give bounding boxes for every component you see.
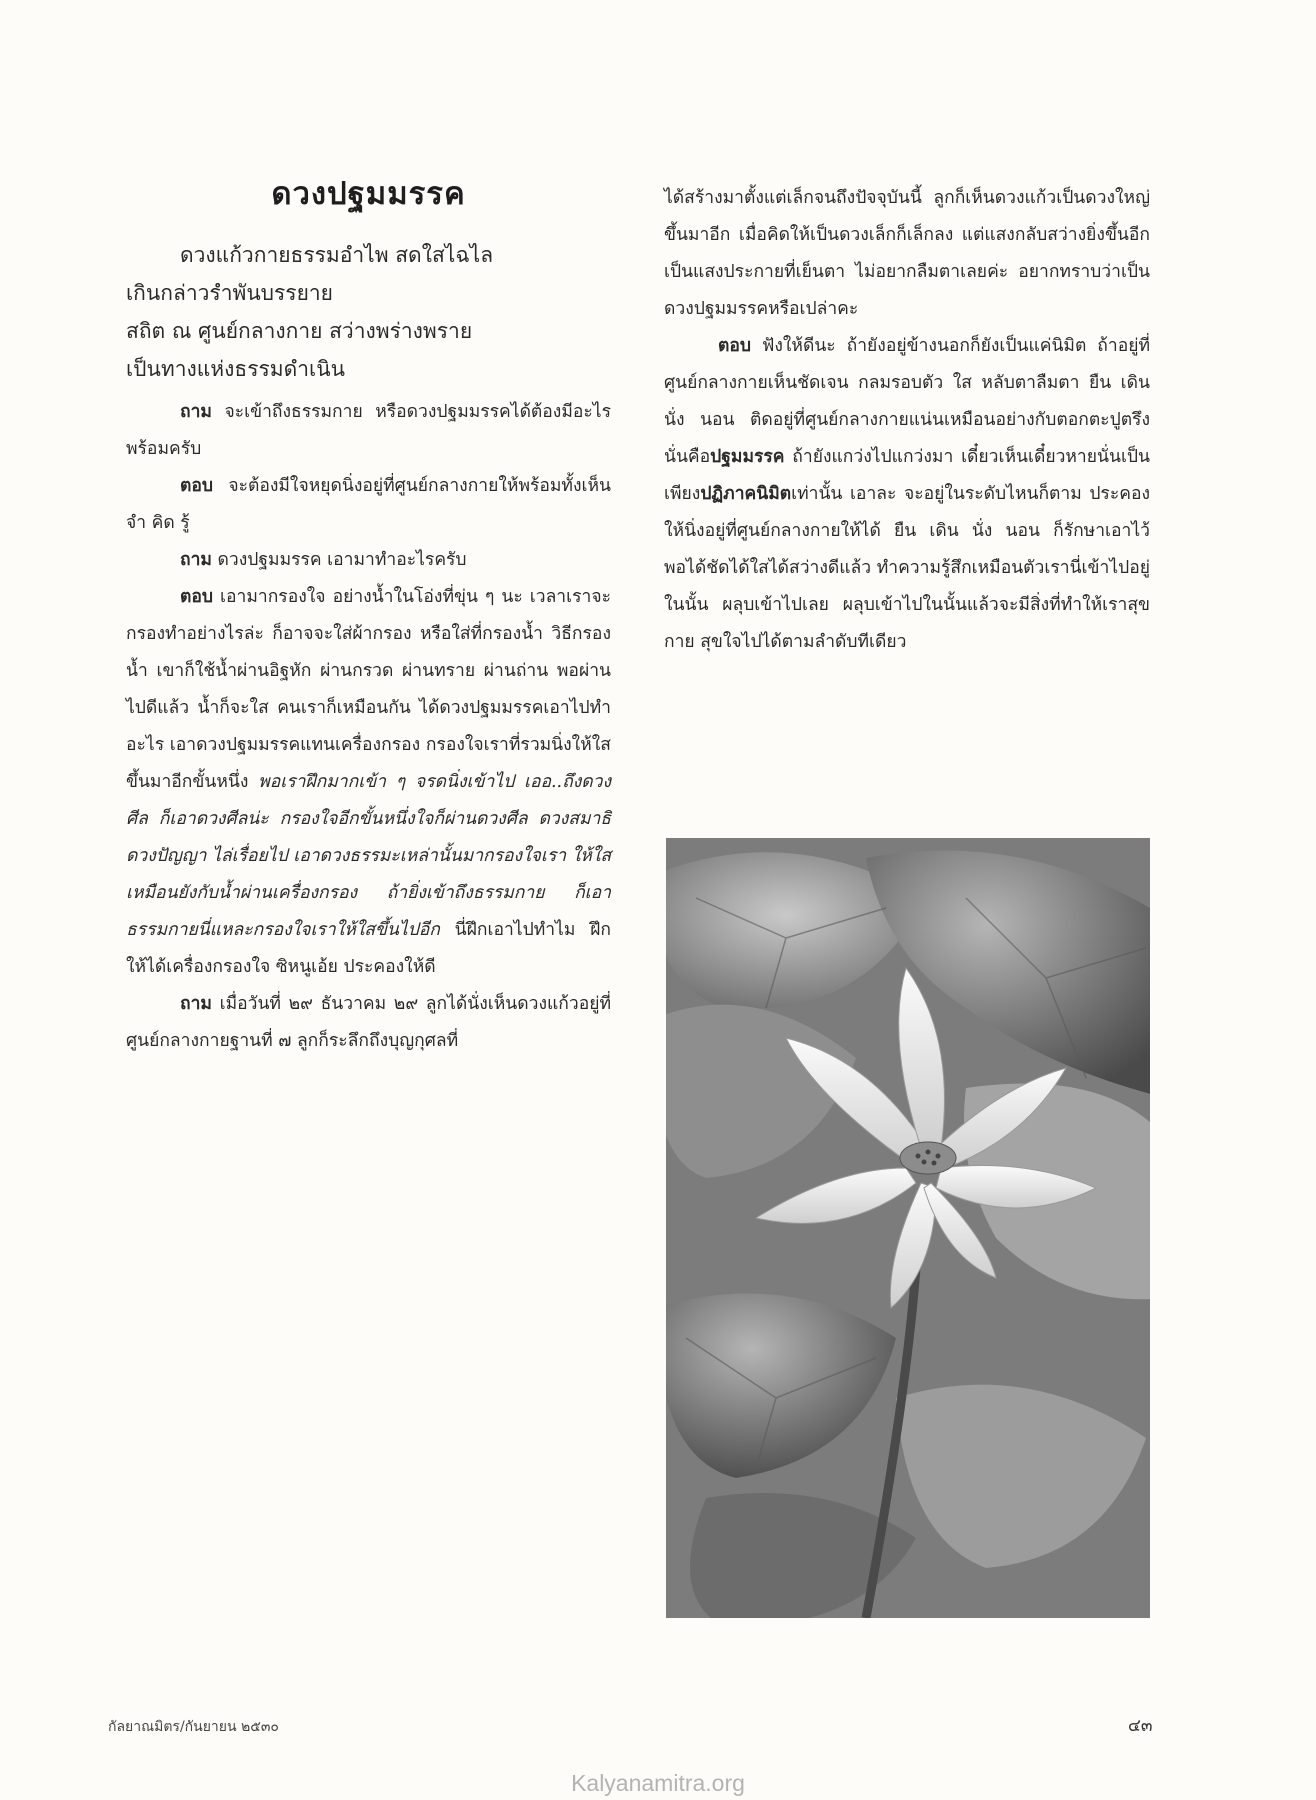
answer-paragraph: [126, 579, 611, 986]
answer-text: ฟังให้ดีนะ ถ้ายังอยู่ข้างนอกก็ยังเป็นแค่นิมิต ถ้าอยู่ที่ศูนย์กลางกายเห็นชัดเจน กลมรอบตัว ใส หลับตาลืมตา ยืน เดิน นั่ง นอน ติดอยู่ที่ศูนย์กลางกายแน่นเหมือนอย่างกับตอกตะปูตรึง นั่นคือ: [664, 336, 1150, 467]
question-text: ดวงปฐมมรรค เอามาทำอะไรครับ: [211, 550, 467, 570]
lotus-illustration: [666, 838, 1150, 1618]
answer-label: ตอบ: [180, 587, 213, 607]
question-text: เมื่อวันที่ ๒๙ ธันวาคม ๒๙ ลูกได้นั่งเห็นดวงแก้วอยู่ที่ศูนย์กลางกายฐานที่ ๗ ลูกก็ระลึกถึงบุญกุศลที่: [126, 994, 611, 1051]
question-text: จะเข้าถึงธรรมกาย หรือดวงปฐมมรรคได้ต้องมีอะไรพร้อมครับ: [126, 402, 611, 459]
answer-text: จะต้องมีใจหยุดนิ่งอยู่ที่ศูนย์กลางกายให้พร้อมทั้งเห็น จำ คิด รู้: [126, 476, 611, 533]
answer-paragraph: [664, 328, 1150, 661]
left-column: [126, 168, 611, 1060]
watermark: Kalyanamitra.org: [571, 1770, 745, 1796]
answer-label: ตอบ: [180, 476, 213, 496]
answer-label: ตอบ: [718, 336, 751, 356]
poem-line: เกินกล่าวรำพันบรรยาย: [126, 281, 333, 305]
opening-poem: [126, 236, 611, 388]
question-label: ถาม: [180, 402, 212, 422]
answer-paragraph: [126, 468, 611, 542]
answer-bold-term: ปฏิภาคนิมิต: [700, 484, 792, 504]
poem-line: เป็นทางแห่งธรรมดำเนิน: [126, 357, 345, 381]
answer-bold-term: ปฐมมรรค: [710, 447, 785, 467]
footer-issue: กัลยาณมิตร/กันยายน ๒๕๓๐: [108, 1719, 279, 1735]
question-paragraph: [126, 394, 611, 468]
question-label: ถาม: [180, 550, 212, 570]
answer-text: เท่านั้น เอาละ จะอยู่ในระดับไหนก็ตาม ประคองให้นิ่งอยู่ที่ศูนย์กลางกายให้ได้ ยืน เดิน นั่ง นอน ก็รักษาเอาไว้ พอได้ชัดได้ใสได้สว่างดีแล้ว ทำความรู้สึกเหมือนตัวเรานี่เข้าไปอยู่ในนั้น ผลุบเข้าไปเลย ผลุบเข้าไปในนั้นแล้วจะมีสิ่งที่ทำให้เราสุขกาย สุขใจไปได้ตามลำดับทีเดียว: [664, 484, 1150, 652]
right-column: [664, 180, 1150, 661]
answer-text: ถ้ายังแกว่งไปแกว่งมา เดี๋ยวเห็นเดี๋ยวหายนั่นเป็นเพียง: [664, 447, 1150, 504]
question-label: ถาม: [180, 994, 212, 1014]
article-title: ดวงปฐมมรรค: [271, 176, 466, 212]
answer-italic-text: พอเราฝึกมากเข้า ๆ จรดนิ่งเข้าไป เออ..ถึงดวงศีล ก็เอาดวงศีลน่ะ กรองใจอีกขั้นหนึ่งใจก็ผ่านดวงศีล ดวงสมาธิ ดวงปัญญา ไล่เรื่อยไป เอาดวงธรรมะเหล่านั้นมากรองใจเรา ให้ใสเหมือนยังกับน้ำผ่านเครื่องกรอง ถ้ายิ่งเข้าถึงธรรมกาย ก็เอาธรรมกายนี่แหละกรองใจเราให้ใสขึ้นไปอีก: [126, 772, 611, 940]
poem-line: ดวงแก้วกายธรรมอำไพ สดใสไฉไล: [180, 243, 494, 267]
question-continuation: ได้สร้างมาตั้งแต่เล็กจนถึงปัจจุบันนี้ ลูกก็เห็นดวงแก้วเป็นดวงใหญ่ขึ้นมาอีก เมื่อคิดให้เป็นดวงเล็กก็เล็กลง แต่แสงกลับสว่างยิ่งขึ้นอีก เป็นแสงประกายที่เย็นตา ไม่อยากลืมตาเลยค่ะ อยากทราบว่าเป็นดวงปฐมมรรคหรือเปล่าคะ: [664, 188, 1150, 319]
page-number: ๔๓: [1128, 1716, 1153, 1736]
poem-line: สถิต ณ ศูนย์กลางกาย สว่างพร่างพราย: [126, 319, 473, 343]
question-paragraph: [126, 542, 611, 579]
question-paragraph: [126, 986, 611, 1060]
lotus-photo: [666, 838, 1150, 1618]
answer-text-tail: นี่ฝึกเอาไปทำไม ฝึกให้ได้เครื่องกรองใจ ซิหนูเอ้ย ประคองให้ดี: [126, 920, 611, 977]
answer-text: เอามากรองใจ อย่างน้ำในโอ่งที่ขุ่น ๆ นะ เวลาเราจะกรองทำอย่างไรล่ะ ก็อาจจะใส่ผ้ากรอง หรือใส่ที่กรองน้ำ วิธีกรองน้ำ เขาก็ใช้น้ำผ่านอิฐหัก ผ่านกรวด ผ่านทราย ผ่านถ่าน พอผ่านไปดีแล้ว น้ำก็จะใส คนเราก็เหมือนกัน ได้ดวงปฐมมรรคเอาไปทำอะไร เอาดวงปฐมมรรคแทนเครื่องกรอง กรองใจเราที่รวมนิ่งให้ใสขึ้นมาอีกขั้นหนึ่ง: [126, 587, 611, 792]
